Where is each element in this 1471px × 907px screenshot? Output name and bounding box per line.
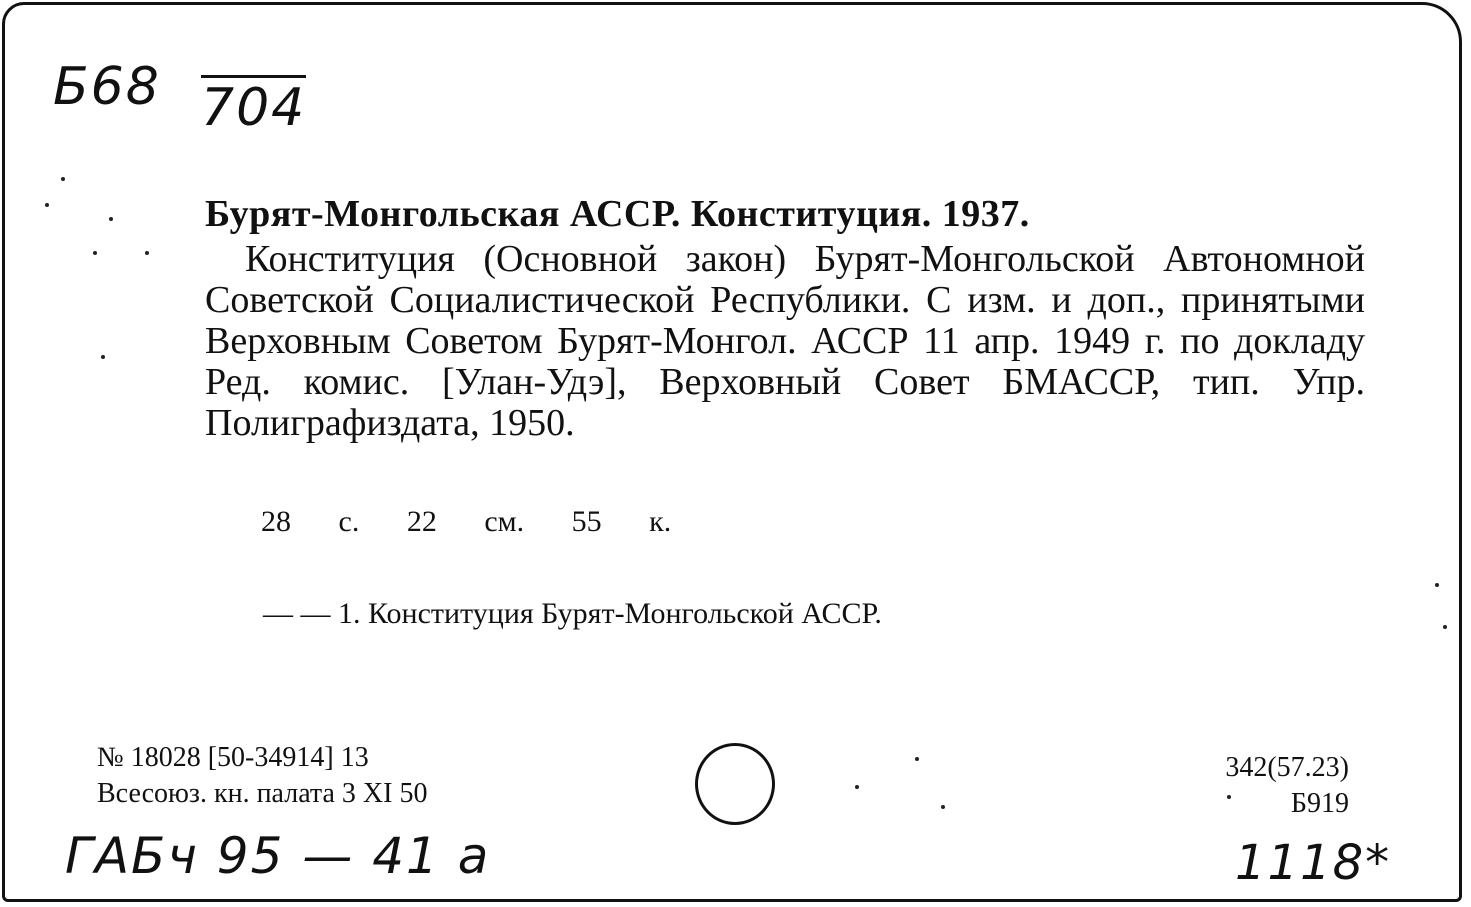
card-classification [1225, 750, 1349, 822]
scan-speck [1443, 625, 1447, 629]
catalog-card [2, 2, 1462, 902]
scan-speck [1435, 583, 1439, 587]
scan-speck [915, 757, 919, 761]
scan-speck [61, 177, 65, 181]
scan-speck [1227, 795, 1231, 799]
classification-code: 342(57.23) [1225, 752, 1349, 783]
handwritten-call-prefix: Б68 [53, 57, 161, 117]
card-heading: Бурят-Монгольская АССР. Конституция. 1937. [205, 193, 1030, 235]
scan-speck [855, 785, 859, 789]
punch-hole-circle [695, 743, 775, 825]
scan-speck [145, 251, 149, 255]
handwritten-archive-text: ГАБч 95 — 41 а [65, 827, 491, 885]
card-subject-tracing: — — 1. Конституция Бурят-Монгольской АССР. [263, 597, 882, 630]
card-registration [97, 740, 427, 812]
scan-speck [45, 203, 49, 207]
handwritten-call-suffix [201, 75, 306, 138]
scan-speck [109, 217, 113, 221]
author-sign: Б919 [1290, 788, 1349, 819]
handwritten-call-number [53, 57, 161, 117]
handwritten-inventory-text: 1118* [1235, 835, 1392, 891]
scan-speck [941, 805, 945, 809]
handwritten-call-suffix-text: 704 [201, 78, 307, 138]
card-description: Конституция (Основной закон) Бурят-Монгольской Автономной Советской Социалистической Республики. С изм. и доп., принятыми Верховным Советом Бурят-Монгол. АССР 11 апр. 1949 г. по докладу Ред. комис. [Улан-Удэ], Верховный Совет БМАССР, тип. Упр. Полиграфиздата, 1950. [205, 238, 1365, 444]
scan-speck [93, 251, 97, 255]
registration-number: № 18028 [50-34914] 13 [97, 742, 369, 773]
handwritten-inventory-number [1235, 835, 1391, 891]
registration-chamber: Всесоюз. кн. палата 3 XI 50 [97, 778, 428, 809]
card-collation: 28 с. 22 см. 55 к. [261, 505, 672, 538]
scan-speck [101, 355, 105, 359]
handwritten-archive-note [65, 827, 490, 885]
